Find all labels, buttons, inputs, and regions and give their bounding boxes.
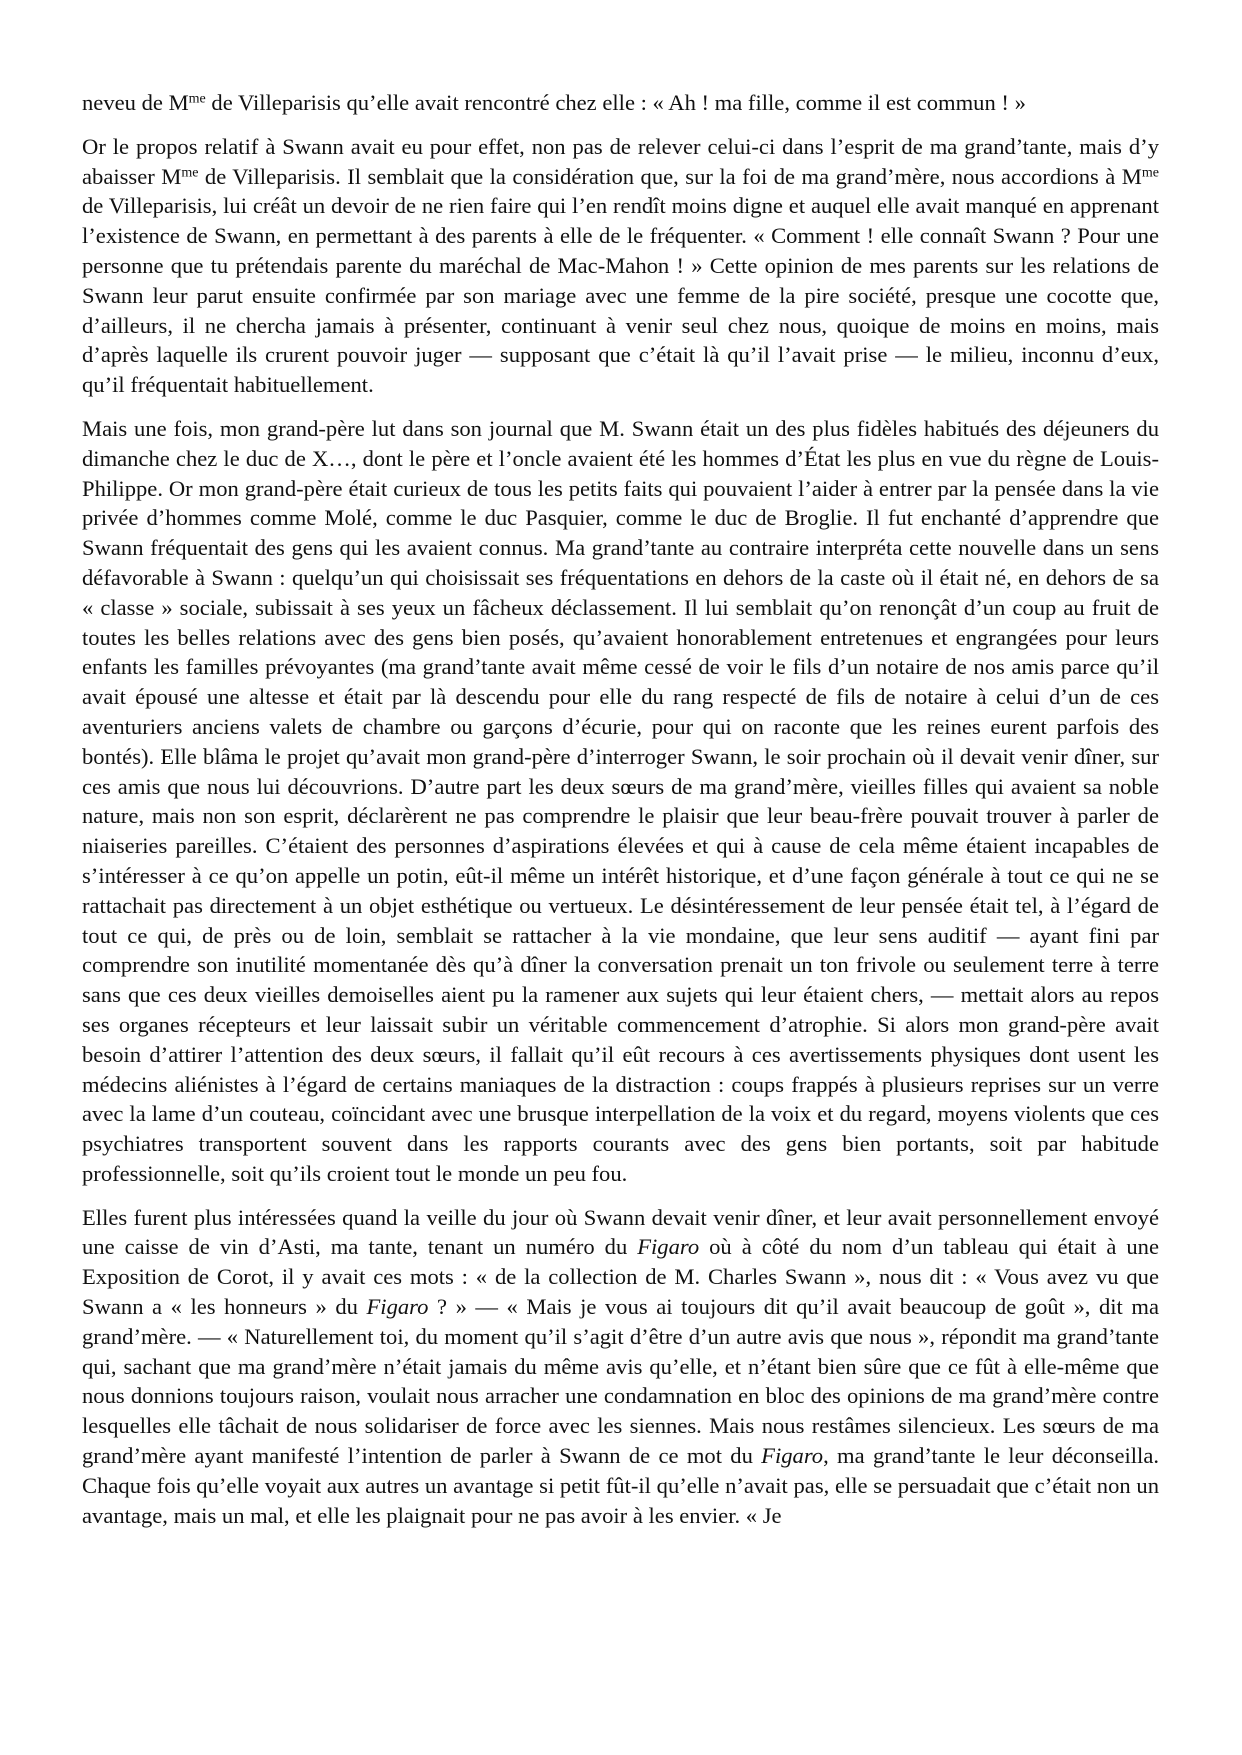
text-run: de Villeparisis, lui créât un devoir de ne rien faire qui l’en rendît moins digne et auquel elle avait manqué en apprenant l’existence de Swann, en permettant à des parents à elle de le fréquenter. « Comment ! elle connaît Swann ? Pour une personne que tu prétendais parente du maréchal de Mac-Mahon ! » Cette opinion de mes parents sur les relations de Swann leur parut ensuite confirmée par son mariage avec une femme de la pire société, presque une cocotte que, d’ailleurs, il ne chercha jamais à présenter, continuant à venir seul chez nous, quoique de moins en moins, mais d’après laquelle ils crurent pouvoir juger — supposant que c’était là qu’il l’avait prise — le milieu, inconnu d’eux, qu’il fréquentait habituellement. [82, 193, 1159, 398]
text-run: de Villeparisis qu’elle avait rencontré chez elle : « Ah ! ma fille, comme il est commun ! » [205, 90, 1026, 115]
italic-title: Figaro [637, 1234, 700, 1260]
superscript: me [1141, 164, 1159, 180]
document-page [82, 88, 1159, 1544]
text-run: ? » — « Mais je vous ai toujours dit qu’il avait beaucoup de goût », dit ma grand’mère. — « Naturellement toi, du moment qu’il s’agit d’être d’un autre avis que nous », répondit ma grand’tante qui, sachant que ma grand’mère n’était jamais du même avis qu’elle, et n’étant bien sûre que ce fût à elle-même que nous donnions toujours raison, voulait nous arracher une condamnation en bloc des opinions de ma grand’mère contre lesquelles elle tâchait de nous solidariser de force avec les siennes. Mais nous restâmes silencieux. Les sœurs de ma grand’mère ayant manifesté l’intention de parler à Swann de ce mot du [82, 1294, 1159, 1469]
text-run: Mais une fois, mon grand-père lut dans son journal que M. Swann était un des plus fidèles habitués des déjeuners du dimanche chez le duc de X…, dont le père et l’oncle avaient été les hommes d’État les plus en vue du règne de Louis-Philippe. Or mon grand-père était curieux de tous les petits faits qui pouvaient l’aider à entrer par la pensée dans la vie privée d’hommes comme Molé, comme le duc Pasquier, comme le duc de Broglie. Il fut enchanté d’apprendre que Swann fréquentait des gens qui les avaient connus. Ma grand’tante au contraire interpréta cette nouvelle dans un sens défavorable à Swann : quelqu’un qui choisissait ses fréquentations en dehors de la caste où il était né, en dehors de sa « classe » sociale, subissait à ses yeux un fâcheux déclassement. Il lui semblait qu’on renonçât d’un coup au fruit de toutes les belles relations avec des gens bien posés, qu’avaient honorablement entretenues et engrangées pour leurs enfants les familles prévoyantes (ma grand’tante avait même cessé de voir le fils d’un notaire de nos amis parce qu’il avait épousé une altesse et était par là descendu pour elle du rang respecté de fils de notaire à celui d’un de ces aventuriers anciens valets de chambre ou garçons d’écurie, pour qui on raconte que les reines eurent parfois des bontés). Elle blâma le projet qu’avait mon grand-père d’interroger Swann, le soir prochain où il devait venir dîner, sur ces amis que nous lui découvrions. D’autre part les deux sœurs de ma grand’mère, vieilles filles qui avaient sa noble nature, mais non son esprit, déclarèrent ne pas comprendre le plaisir que leur beau-frère pouvait trouver à parler de niaiseries pareilles. C’étaient des personnes d’aspirations élevées et qui à cause de cela même étaient incapables de s’intéresser à ce qu’on appelle un potin, eût-il même un intérêt historique, et d’une façon générale à tout ce qui ne se rattachait pas directement à un objet esthétique ou vertueux. Le désintéressement de leur pensée était tel, à l’égard de tout ce qui, de près ou de loin, semblait se rattacher à la vie mondaine, que leur sens auditif — ayant fini par comprendre son inutilité momentanée dès qu’à dîner la conversation prenait un ton frivole ou seulement terre à terre sans que ces deux vieilles demoiselles aient pu la ramener aux sujets qui leur étaient chers, — mettait alors au repos ses organes récepteurs et leur laissait subir un véritable commencement d’atrophie. Si alors mon grand-père avait besoin d’attirer l’attention des deux sœurs, il fallait qu’il eût recours à ces avertissements physiques dont usent les médecins aliénistes à l’égard de certains maniaques de la distraction : coups frappés à plusieurs reprises sur un verre avec la lame d’un couteau, coïncidant avec une brusque interpellation de la voix et du regard, moyens violents que ces psychiatres transportent souvent dans les rapports courants avec des gens bien portants, soit par habitude professionnelle, soit qu’ils croient tout le monde un peu fou. [82, 415, 1159, 1186]
paragraph [82, 1203, 1159, 1531]
text-run: neveu de M [82, 90, 189, 115]
paragraph [82, 132, 1159, 400]
superscript: me [188, 91, 206, 107]
italic-title: Figaro [761, 1443, 824, 1469]
paragraph [82, 414, 1159, 1189]
text-run: Or le propos relatif à Swann avait eu pour effet, non pas de relever celui-ci dans l’esprit de ma grand’tante, mais d’y abaisser M [82, 133, 1159, 189]
paragraph [82, 88, 1159, 118]
text-run: Elles furent plus intéressées quand la veille du jour où Swann devait venir dîner, et leur avait personnellement envoyé une caisse de vin d’Asti, ma tante, tenant un numéro du [82, 1204, 1159, 1260]
text-run: de Villeparisis. Il semblait que la considération que, sur la foi de ma grand’mère, nous accordions à M [198, 163, 1142, 189]
text-run: où à côté du nom d’un tableau qui était à une Exposition de Corot, il y avait ces mots : « de la collection de M. Charles Swann », nous dit : « Vous avez vu que Swann a « les honneurs » du [82, 1234, 1159, 1320]
text-run: , ma grand’tante le leur déconseilla. Chaque fois qu’elle voyait aux autres un avantage si petit fût-il qu’elle n’avait pas, elle se persuadait que c’était non un avantage, mais un mal, et elle les plaignait pour ne pas avoir à les envier. « Je [82, 1443, 1159, 1528]
superscript: me [181, 164, 199, 180]
italic-title: Figaro [366, 1294, 429, 1320]
